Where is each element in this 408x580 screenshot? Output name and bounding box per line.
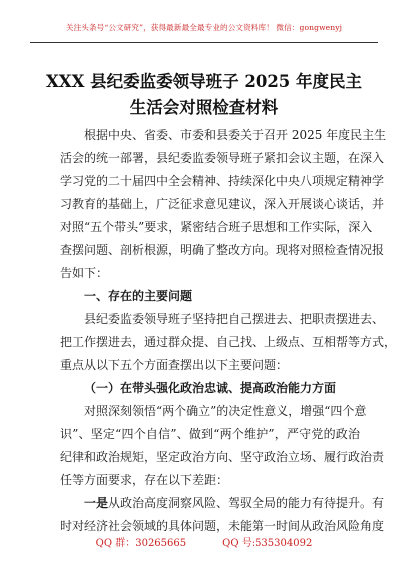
point-lead: 一是: [84, 496, 109, 510]
paragraph-line: 习教育的基础上，广泛征求意见建议，深入开展谈心谈话，并: [60, 197, 385, 211]
paragraph-line: 时对经济社会领域的具体问题，未能第一时间从政治风险角度: [60, 519, 385, 533]
paragraph-line: 学习党的二十届四中全会精神、持续深化中央八项规定精神学: [60, 174, 385, 188]
paragraph-line: 对照深刻领悟“两个确立”的决定性意义，增强“四个意: [84, 404, 367, 418]
header-divider: [30, 42, 378, 43]
subsection-heading: （一）在带头强化政治忠诚、提高政治能力方面: [84, 381, 337, 395]
paragraph-line: 把工作摆进去，通过群众提、自己找、上级点、互相帮等方式，: [60, 335, 397, 349]
paragraph-line: 根据中央、省委、市委和县委关于召开 2025 年度民主生: [84, 128, 387, 142]
header-promo-note: 关注头条号“公文研究”，获得最新最全最专业的公文资料库！ 微信：gongwenyj: [65, 23, 343, 32]
section-heading: 一、存在的主要问题: [84, 289, 193, 303]
document-title-line-2: 生活会对照检查材料: [129, 98, 279, 117]
paragraph-line: 告如下：: [60, 266, 109, 280]
paragraph-line: 县纪委监委领导班子坚持把自己摆进去、把职责摆进去、: [84, 312, 385, 326]
footer-contact: [0, 534, 408, 549]
paragraph-line: 纪律和政治规矩，坚定政治方向、坚守政治立场、履行政治责: [60, 450, 385, 464]
footer-qq-group: QQ 群：30265665: [95, 538, 187, 549]
paragraph-line: 重点从以下五个方面查摆出以下主要问题：: [60, 358, 289, 372]
paragraph-line: [84, 495, 385, 511]
document-title-line-1: XXX 县纪委监委领导班子 2025 年度民主: [45, 72, 363, 91]
paragraph-line: 任等方面要求，存在以下差距：: [60, 473, 229, 487]
paragraph-line: 对照“五个带头”要求，紧密结合班子思想和工作实际，深入: [60, 220, 373, 234]
paragraph-line: 活会的统一部署，县纪委监委领导班子紧扣会议主题，在深入: [60, 151, 385, 165]
paragraph-line: 识”、坚定“四个自信”、做到“两个维护”，严守党的政治: [60, 427, 360, 441]
footer-qq-number: QQ 号:535304092: [222, 538, 313, 549]
point-text: 从政治高度洞察风险、驾驭全局的能力有待提升。有: [108, 496, 385, 510]
paragraph-line: 查摆问题、剖析根源，明确了整改方向。现将对照检查情况报: [60, 243, 385, 257]
